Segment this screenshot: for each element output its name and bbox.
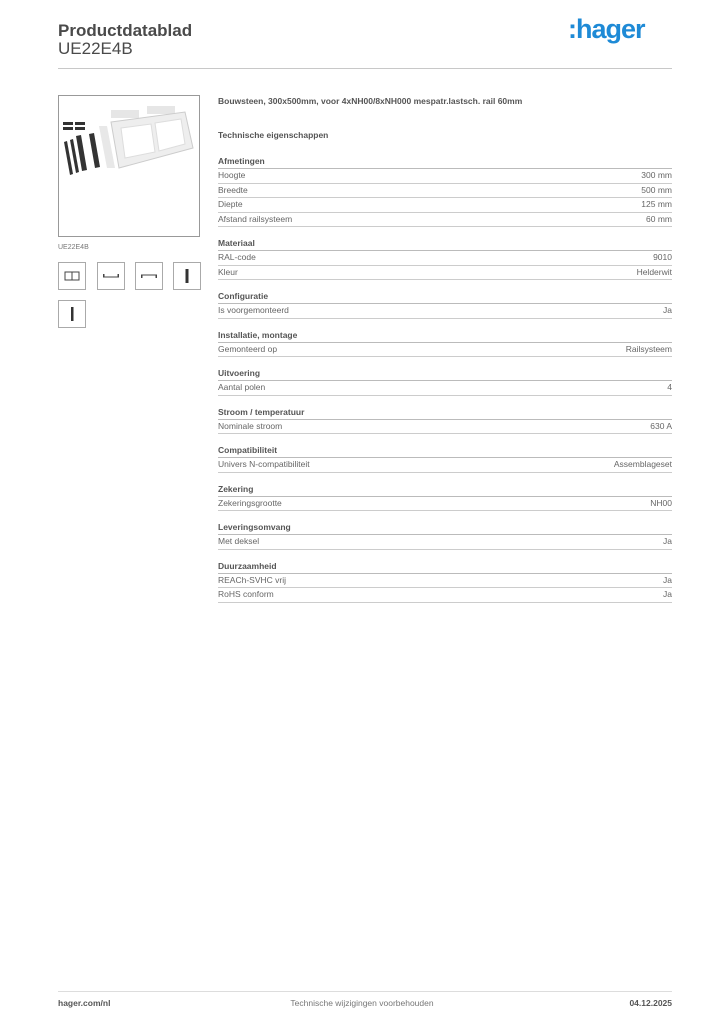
spec-label: Nominale stroom xyxy=(218,420,283,431)
thumbnail-bottom-view[interactable] xyxy=(135,262,163,290)
spec-label: RAL-code xyxy=(218,252,256,262)
thumbnail-front-view[interactable] xyxy=(58,262,86,290)
spec-label: Aantal polen xyxy=(218,382,266,392)
section-title: Installatie, montage xyxy=(218,329,672,343)
section-title: Duurzaamheid xyxy=(218,560,672,574)
spec-label: Univers N-compatibiliteit xyxy=(218,459,310,469)
thumbnail-top-view[interactable] xyxy=(97,262,125,290)
spec-row xyxy=(218,381,672,396)
product-code: UE22E4B xyxy=(58,39,133,58)
spec-section xyxy=(218,521,672,550)
hager-logo: :hager xyxy=(568,14,645,44)
product-description: Bouwsteen, 300x500mm, voor 4xNH00/8xNH000 mespatr.lastsch. rail 60mm xyxy=(218,96,523,106)
spec-row xyxy=(218,266,672,281)
footer-disclaimer: Technische wijzigingen voorbehouden xyxy=(290,998,434,1008)
spec-value: 4 xyxy=(667,382,672,392)
section-title: Stroom / temperatuur xyxy=(218,406,672,420)
spec-value: Ja xyxy=(663,305,672,315)
spec-label: Hoogte xyxy=(218,170,246,180)
spec-value: Assemblageset xyxy=(613,459,672,469)
spec-value: Ja xyxy=(663,589,672,599)
spec-value: Ja xyxy=(663,536,672,546)
spec-row xyxy=(218,169,672,184)
header-divider xyxy=(58,68,672,69)
spec-label: Breedte xyxy=(218,184,248,195)
page-title: Productdatablad xyxy=(58,21,193,40)
spec-row xyxy=(218,304,672,319)
spec-value: Ja xyxy=(663,574,672,585)
spec-value: NH00 xyxy=(650,497,672,508)
spec-label: Is voorgemonteerd xyxy=(218,305,289,315)
spec-label: Diepte xyxy=(218,199,243,209)
thumbnail-side-view[interactable] xyxy=(173,262,201,290)
spec-label: Zekeringsgrootte xyxy=(218,497,282,508)
spec-section xyxy=(218,444,672,473)
section-title: Materiaal xyxy=(218,237,672,251)
spec-section xyxy=(218,290,672,319)
thumbnail-side-view-2[interactable] xyxy=(58,300,86,328)
spec-label: REACh-SVHC vrij xyxy=(218,574,287,585)
spec-value: Helderwit xyxy=(636,266,672,277)
spec-row xyxy=(218,420,672,435)
spec-label: Met deksel xyxy=(218,536,260,546)
spec-row xyxy=(218,198,672,213)
section-title: Leveringsomvang xyxy=(218,521,672,535)
spec-section xyxy=(218,237,672,280)
spec-value: Railsysteem xyxy=(625,343,672,354)
spec-row xyxy=(218,184,672,199)
spec-section xyxy=(218,155,672,227)
footer-date: 04.12.2025 xyxy=(629,998,672,1008)
spec-row xyxy=(218,458,672,473)
footer-website-link[interactable]: hager.com/nl xyxy=(58,998,111,1008)
section-title: Configuratie xyxy=(218,290,672,304)
section-title: Zekering xyxy=(218,483,672,497)
spec-section xyxy=(218,560,672,603)
spec-row xyxy=(218,588,672,603)
spec-label: Afstand railsysteem xyxy=(218,213,293,224)
spec-value: 300 mm xyxy=(641,170,672,180)
spec-label: RoHS conform xyxy=(218,589,274,599)
spec-label: Gemonteerd op xyxy=(218,343,278,354)
image-caption: UE22E4B xyxy=(58,244,89,251)
spec-section xyxy=(218,406,672,435)
section-title: Compatibiliteit xyxy=(218,444,672,458)
spec-row xyxy=(218,251,672,266)
spec-label: Kleur xyxy=(218,266,238,277)
spec-value: 500 mm xyxy=(641,184,672,195)
spec-row xyxy=(218,343,672,358)
spec-section xyxy=(218,329,672,358)
product-image xyxy=(58,95,200,237)
spec-value: 9010 xyxy=(653,252,672,262)
spec-value: 60 mm xyxy=(646,213,672,224)
spec-value: 125 mm xyxy=(641,199,672,209)
section-title: Afmetingen xyxy=(218,155,672,169)
section-title: Uitvoering xyxy=(218,367,672,381)
footer-divider xyxy=(58,991,672,992)
spec-row xyxy=(218,213,672,228)
spec-value: 630 A xyxy=(650,420,672,431)
specifications xyxy=(218,155,672,613)
tech-heading: Technische eigenschappen xyxy=(218,130,329,140)
spec-row xyxy=(218,497,672,512)
spec-row xyxy=(218,535,672,550)
spec-section xyxy=(218,367,672,396)
spec-section xyxy=(218,483,672,512)
spec-row xyxy=(218,574,672,589)
